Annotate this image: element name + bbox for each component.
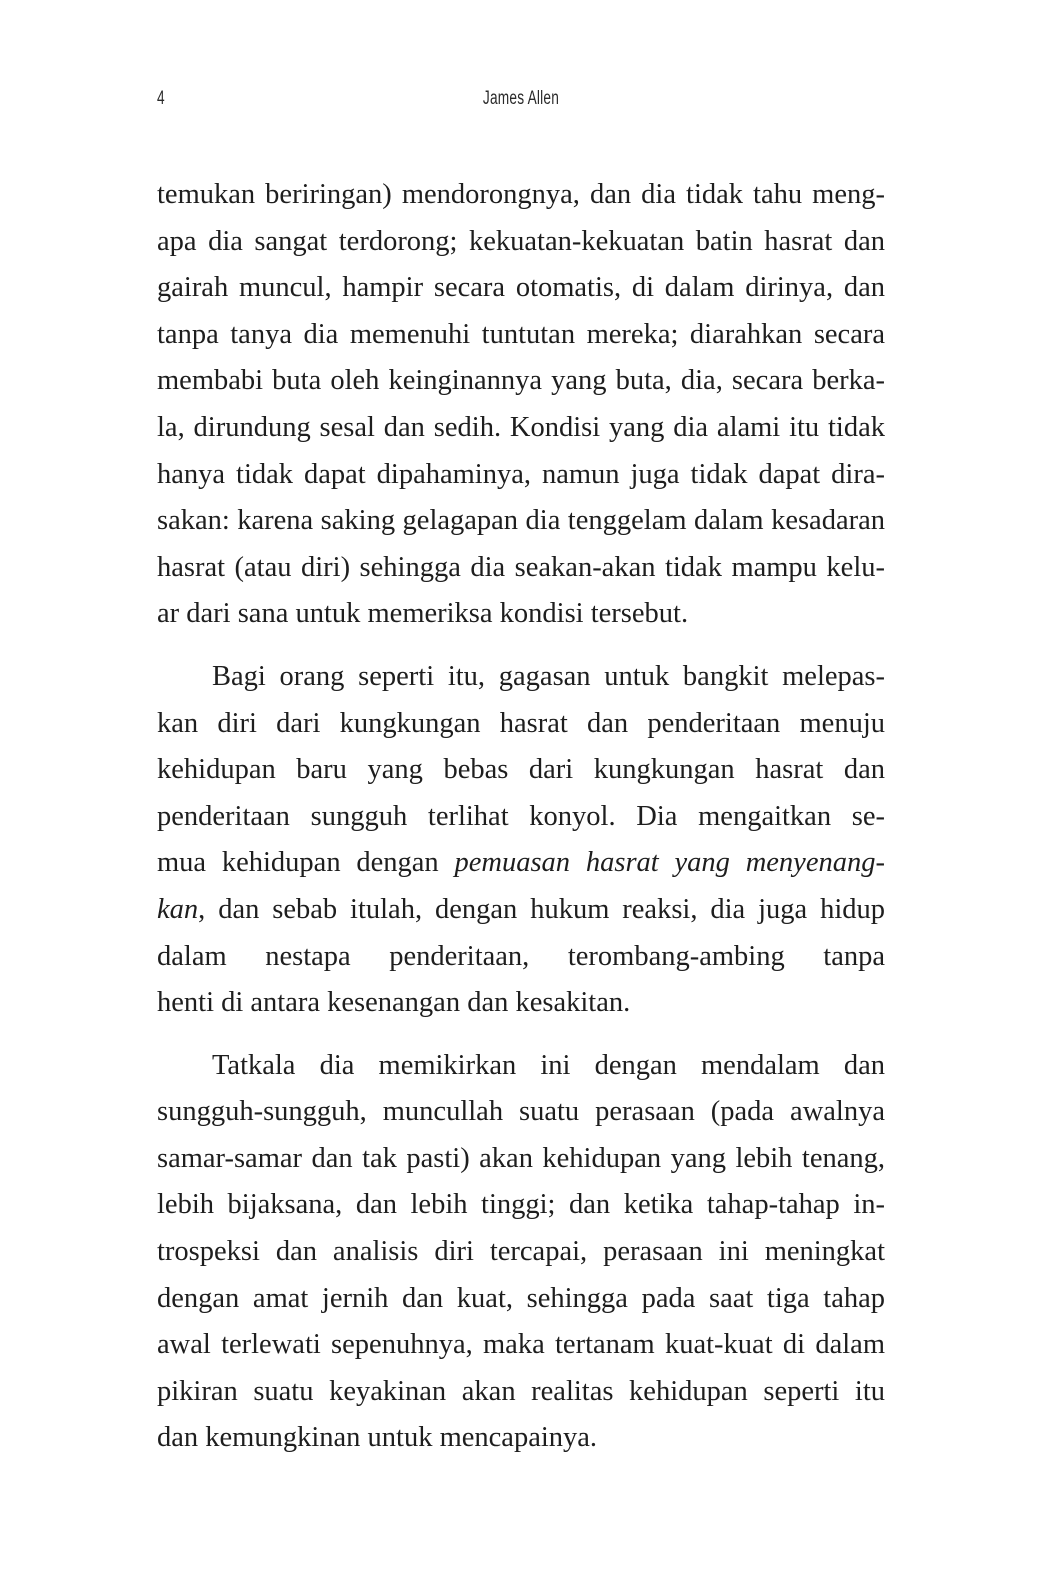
text-line: sungguh-sungguh, muncullah suatu perasaan (pada awalnya bbox=[157, 1096, 885, 1128]
text-line: penderitaan sungguh terlihat konyol. Dia mengaitkan se- bbox=[157, 800, 885, 832]
page-number: 4 bbox=[157, 88, 165, 109]
text-line: trospeksi dan analisis diri tercapai, perasaan ini meningkat bbox=[157, 1236, 885, 1268]
text-line: hanya tidak dapat dipahaminya, namun juga tidak dapat dira- bbox=[157, 458, 885, 490]
text-line: apa dia sangat terdorong; kekuatan-kekuatan batin hasrat dan bbox=[157, 225, 885, 257]
text-line: dalam nestapa penderitaan, terombang-ambing tanpa bbox=[157, 940, 885, 972]
text-line: hasrat (atau diri) sehingga dia seakan-akan tidak mampu kelu- bbox=[157, 551, 885, 583]
emphasis-text: kan bbox=[157, 893, 199, 925]
text-line: Bagi orang seperti itu, gagasan untuk bangkit melepas- bbox=[212, 660, 885, 692]
text-line-with-emphasis bbox=[157, 840, 885, 887]
paragraph-1 bbox=[157, 172, 885, 638]
text-line: membabi buta oleh keinginannya yang buta, dia, secara berka- bbox=[157, 365, 885, 397]
text-line: temukan beriringan) mendorongnya, dan dia tidak tahu meng- bbox=[157, 179, 885, 210]
text-line: lebih bijaksana, dan lebih tinggi; dan ketika tahap-tahap in- bbox=[157, 1189, 885, 1221]
text-line: kehidupan baru yang bebas dari kungkungan hasrat dan bbox=[157, 754, 885, 786]
text-line: Tatkala dia memikirkan ini dengan mendalam dan bbox=[212, 1049, 885, 1081]
page-header bbox=[157, 88, 885, 114]
text-line: sakan: karena saking gelagapan dia tenggelam dalam kesadaran bbox=[157, 505, 885, 537]
text-line: tanpa tanya dia memenuhi tuntutan mereka; diarahkan secara bbox=[157, 318, 885, 350]
text-line: dengan amat jernih dan kuat, sehingga pada saat tiga tahap bbox=[157, 1282, 885, 1314]
plain-text: mua kehidupan dengan bbox=[157, 847, 455, 879]
running-head-author: James Allen bbox=[482, 88, 560, 109]
text-line: awal terlewati sepenuhnya, maka tertanam kuat-kuat di dalam bbox=[157, 1329, 885, 1361]
plain-text: , dan sebab itulah, dengan hukum reaksi, dia juga hidup bbox=[198, 893, 885, 925]
text-line: samar-samar dan tak pasti) akan kehidupan yang lebih tenang, bbox=[157, 1142, 885, 1174]
paragraph-3 bbox=[157, 1043, 885, 1462]
text-line-with-emphasis bbox=[157, 887, 885, 934]
text-line: kan diri dari kungkungan hasrat dan penderitaan menuju bbox=[157, 707, 885, 739]
text-line: ar dari sana untuk memeriksa kondisi tersebut. bbox=[157, 598, 689, 630]
emphasis-text: pemuasan hasrat yang menyenang- bbox=[454, 847, 885, 879]
text-line: pikiran suatu keyakinan akan realitas kehidupan seperti itu bbox=[157, 1375, 885, 1407]
text-line: dan kemungkinan untuk mencapainya. bbox=[157, 1422, 598, 1454]
text-line: la, dirundung sesal dan sedih. Kondisi yang dia alami itu tidak bbox=[157, 411, 885, 443]
text-line: gairah muncul, hampir secara otomatis, di dalam dirinya, dan bbox=[157, 272, 885, 304]
body-text bbox=[157, 172, 885, 1462]
paragraph-2 bbox=[157, 654, 885, 1027]
text-line: henti di antara kesenangan dan kesakitan. bbox=[157, 987, 631, 1019]
